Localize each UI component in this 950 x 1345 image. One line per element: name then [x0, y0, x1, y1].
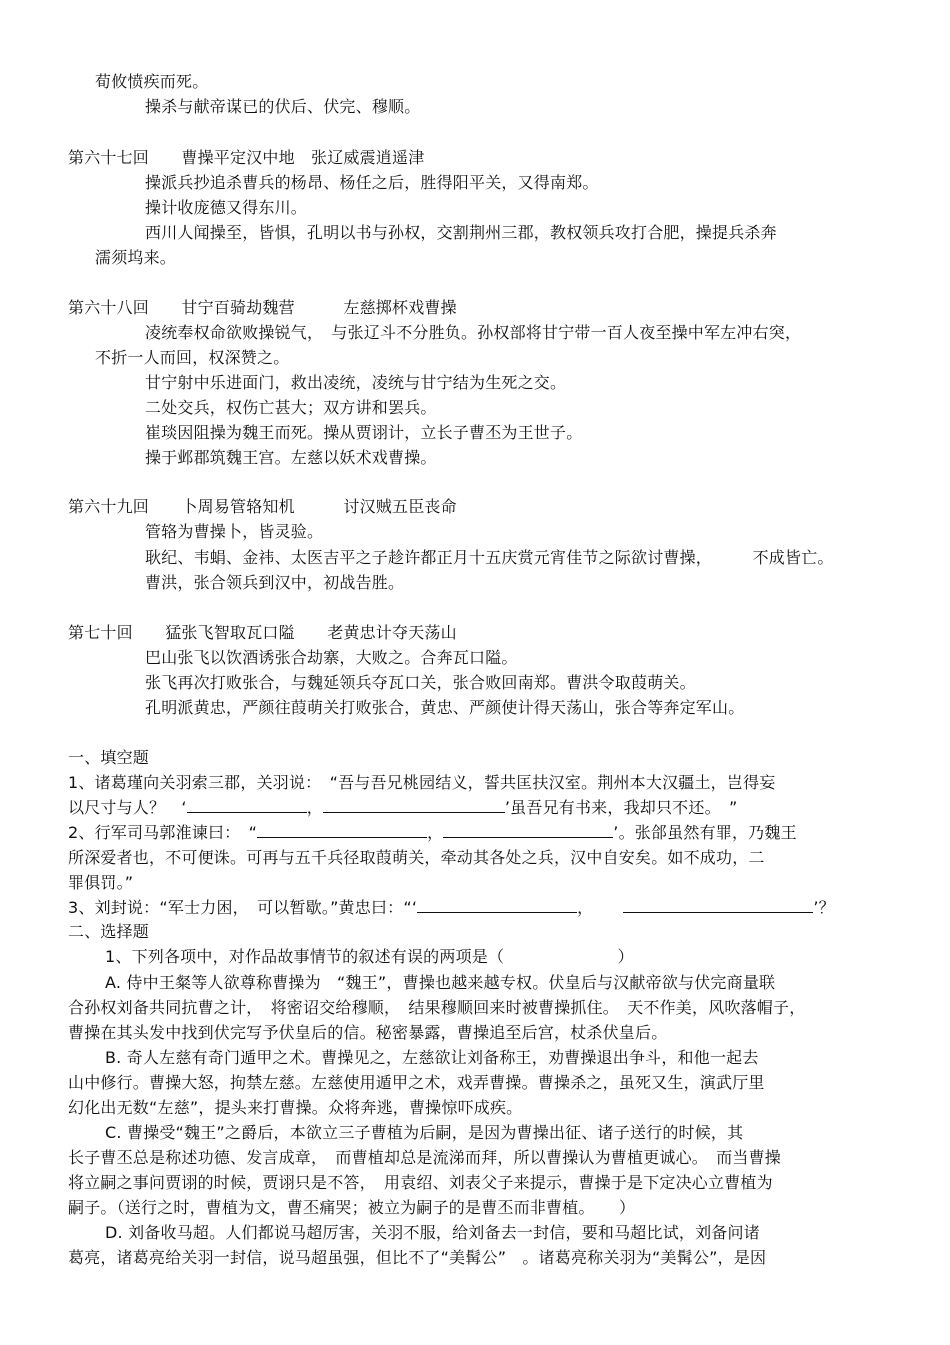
answer-blank[interactable] — [443, 823, 613, 838]
text-line: 巴山张飞以饮酒诱张合劫寨，大败之。合奔瓦口隘。 — [145, 648, 518, 667]
text-line: 幻化出无数“左慈”，提头来打曹操。众将奔逃，曹操惊吓成疾。 — [68, 1098, 523, 1117]
text-line: 荀攸愤疾而死。 — [95, 72, 209, 91]
text-line: 嗣子。（送行之时，曹植为文，曹丕痛哭；被立为嗣子的是曹丕而非曹植。 ） — [68, 1198, 636, 1217]
option-a: A. 侍中王粲等人欲尊称曹操为 “魏王”，曹操也越来越专权。伏皇后与汉献帝欲与伏完商量联 — [105, 973, 776, 992]
text-line: 西川人闻操至，皆惧，孔明以书与孙权，交割荆州三郡，教权领兵攻打合肥，操提兵杀奔 — [145, 223, 777, 242]
text-line: 凌统奉权命欲败操锐气， 与张辽斗不分胜负。孙权部将甘宁带一百人夜至操中军左冲右突， — [145, 323, 802, 342]
question-line: 1、下列各项中，对作品故事情节的叙述有误的两项是（ ） — [105, 947, 634, 966]
text-line: 二处交兵，权伤亡甚大；双方讲和罢兵。 — [145, 398, 437, 417]
text-line: 操计收庞德又得东川。 — [145, 198, 308, 217]
question-text: ， — [427, 823, 444, 842]
question-text: 3、刘封说：“军士力困， 可以暂歇。”黄忠曰：“‘ — [68, 898, 418, 917]
question-line — [68, 898, 835, 918]
text-line: 张飞再次打败张合，与魏延领兵夺瓦口关，张合败回南郑。曹洪令取葭萌关。 — [145, 673, 696, 692]
question-line: 1、诸葛瑾向关羽索三郡，关羽说： “吾与吾兄桃园结义，誓共匡扶汉室。荆州本大汉疆土，岂得妄 — [68, 773, 776, 792]
chapter-heading: 第七十回 猛张飞智取瓦口隘 老黄忠计夺天荡山 — [68, 623, 457, 642]
text-line: 长子曹丕总是称述功德、发言成章， 而曹植却总是流涕而拜，所以曹操认为曹植更诚心。 而当曹操 — [68, 1148, 782, 1167]
chapter-heading: 第六十九回 卜周易管辂知机 讨汉贼五臣丧命 — [68, 497, 457, 516]
text-line: 合孙权刘备共同抗曹之计， 将密诏交给穆顺， 结果穆顺回来时被曹操抓住。 天不作美，风吹落帽子， — [68, 998, 806, 1017]
question-text: 以尺寸与人？ ‘ — [68, 798, 187, 817]
question-text: ， — [577, 898, 594, 917]
question-text: 2、行军司马郭淮谏曰： “ — [68, 823, 258, 842]
text-line: 崔琰因阻操为魏王而死。操从贾诩计，立长子曹丕为王世子。 — [145, 423, 583, 442]
text-line: 管辂为曹操卜，皆灵验。 — [145, 522, 324, 541]
question-line: 所深爱者也，不可便诛。可再与五千兵径取葭萌关，牵动其各处之兵，汉中自安矣。如不成功，二 — [68, 848, 765, 867]
text-line: 将立嗣之事问贾诩的时候，贾诩只是不答， 用袁绍、刘表父子来提示，曹操于是下定决心立曹植为 — [68, 1173, 773, 1192]
text-line: 甘宁射中乐进面门，救出凌统，凌统与甘宁结为生死之交。 — [145, 373, 567, 392]
answer-blank[interactable] — [257, 823, 427, 838]
option-b: B. 奇人左慈有奇门遁甲之术。曹操见之，左慈欲让刘备称王，劝曹操退出争斗，和他一起去 — [105, 1048, 759, 1067]
section-heading: 一、填空题 — [68, 748, 150, 767]
question-text: ’虽吾兄有书来，我却只不还。 ” — [504, 798, 738, 817]
text-line: 不折一人而回，权深赞之。 — [95, 348, 290, 367]
answer-blank[interactable] — [623, 898, 813, 913]
text-line: 耿纪、韦蜎、金祎、太医吉平之子趁许都正月十五庆赏元宵佳节之际欲讨曹操， 不成皆亡。 — [145, 548, 834, 567]
text-line: 孔明派黄忠，严颜往葭萌关打败张合，黄忠、严颜使计得天荡山，张合等奔定军山。 — [145, 698, 745, 717]
option-c: C. 曹操受“魏王”之爵后，本欲立三子曹植为后嗣，是因为曹操出征、诸子送行的时候，其 — [105, 1123, 744, 1142]
question-text: ’？ — [813, 898, 835, 917]
question-text: ， — [306, 798, 323, 817]
chapter-heading: 第六十八回 甘宁百骑劫魏营 左慈掷杯戏曹操 — [68, 298, 457, 317]
text-line: 曹操在其头发中找到伏完写予伏皇后的信。秘密暴露，曹操追至后宫，杖杀伏皇后。 — [68, 1023, 668, 1042]
text-line: 曹洪，张合领兵到汉中，初战告胜。 — [145, 573, 405, 592]
section-heading: 二、选择题 — [68, 922, 150, 941]
answer-blank[interactable] — [417, 898, 577, 913]
question-line — [68, 823, 797, 843]
text-line: 操派兵抄追杀曹兵的杨昂、杨任之后，胜得阳平关，又得南郑。 — [145, 173, 599, 192]
answer-blank[interactable] — [187, 798, 307, 813]
question-text: ’。张郃虽然有罪，乃魏王 — [613, 823, 797, 842]
text-line: 山中修行。曹操大怒，拘禁左慈。左慈使用遁甲之术，戏弄曹操。曹操杀之，虽死又生，演武厅里 — [68, 1073, 765, 1092]
option-d: D. 刘备收马超。人们都说马超厉害，关羽不服，给刘备去一封信，要和马超比试，刘备问诸 — [105, 1223, 760, 1242]
text-line: 葛亮，诸葛亮给关羽一封信，说马超虽强，但比不了“美髯公” 。诸葛亮称关羽为“美髯公”，是因 — [68, 1248, 767, 1267]
chapter-heading: 第六十七回 曹操平定汉中地 张辽威震逍遥津 — [68, 148, 425, 167]
question-line — [68, 798, 737, 818]
text-line: 濡须坞来。 — [95, 248, 177, 267]
text-line: 操于邺郡筑魏王宫。左慈以妖术戏曹操。 — [145, 448, 437, 467]
answer-blank[interactable] — [323, 798, 505, 813]
text-line: 操杀与献帝谋已的伏后、伏完、穆顺。 — [145, 97, 421, 116]
question-line: 罪俱罚。” — [68, 873, 134, 892]
